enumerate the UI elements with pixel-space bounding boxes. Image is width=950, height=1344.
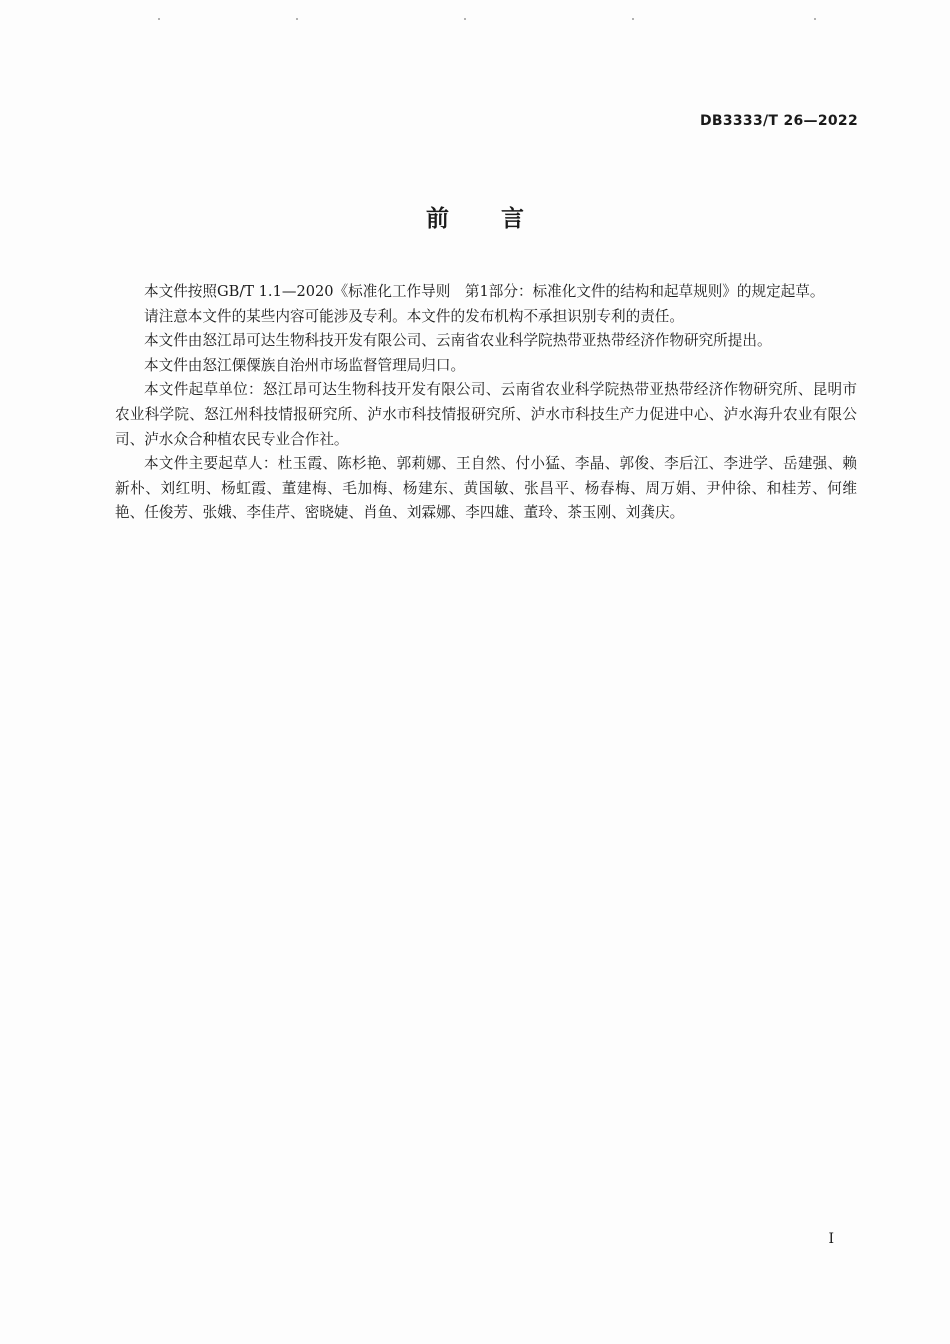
scan-dot <box>632 18 634 20</box>
scan-dot <box>296 18 298 20</box>
title-char-2: 言 <box>501 206 524 232</box>
paragraph-drafting-units: 本文件起草单位：怒江昂可达生物科技开发有限公司、云南省农业科学院热带亚热带经济作物研究所、昆明市农业科学院、怒江州科技情报研究所、泸水市科技情报研究所、泸水市科技生产力促进中心、泸水海升农业有限公司、泸水众合种植农民专业合作社。 <box>115 381 857 448</box>
title-char-1: 前 <box>426 206 449 232</box>
document-code: DB3333/T 26—2022 <box>699 113 858 129</box>
scan-artifact-dots <box>150 18 850 22</box>
section-title <box>0 200 950 233</box>
page-number: I <box>828 1231 834 1247</box>
scan-dot <box>464 18 466 20</box>
paragraph-drafters: 本文件主要起草人：杜玉霞、陈杉艳、郭莉娜、王自然、付小猛、李晶、郭俊、李后江、李进学、岳建强、赖新朴、刘红明、杨虹霞、董建梅、毛加梅、杨建东、黄国敏、张昌平、杨春梅、周万娟、尹仲徐、和桂芳、何维艳、任俊芳、张娥、李佳芹、密晓婕、肖鱼、刘霖娜、李四雄、董玲、茶玉刚、刘龚庆。 <box>115 455 857 522</box>
scan-dot <box>814 18 816 20</box>
paragraph-patent-notice: 请注意本文件的某些内容可能涉及专利。本文件的发布机构不承担识别专利的责任。 <box>144 307 684 325</box>
paragraph-standard-basis: 本文件按照GB/T 1.1—2020《标准化工作导则 第1部分：标准化文件的结构和起草规则》的规定起草。 <box>144 283 825 300</box>
scan-dot <box>158 18 160 20</box>
paragraph-proposer: 本文件由怒江昂可达生物科技开发有限公司、云南省农业科学院热带亚热带经济作物研究所提出。 <box>144 332 772 350</box>
paragraph-administrator: 本文件由怒江傈僳族自治州市场监督管理局归口。 <box>144 356 466 374</box>
foreword-body <box>115 280 857 526</box>
